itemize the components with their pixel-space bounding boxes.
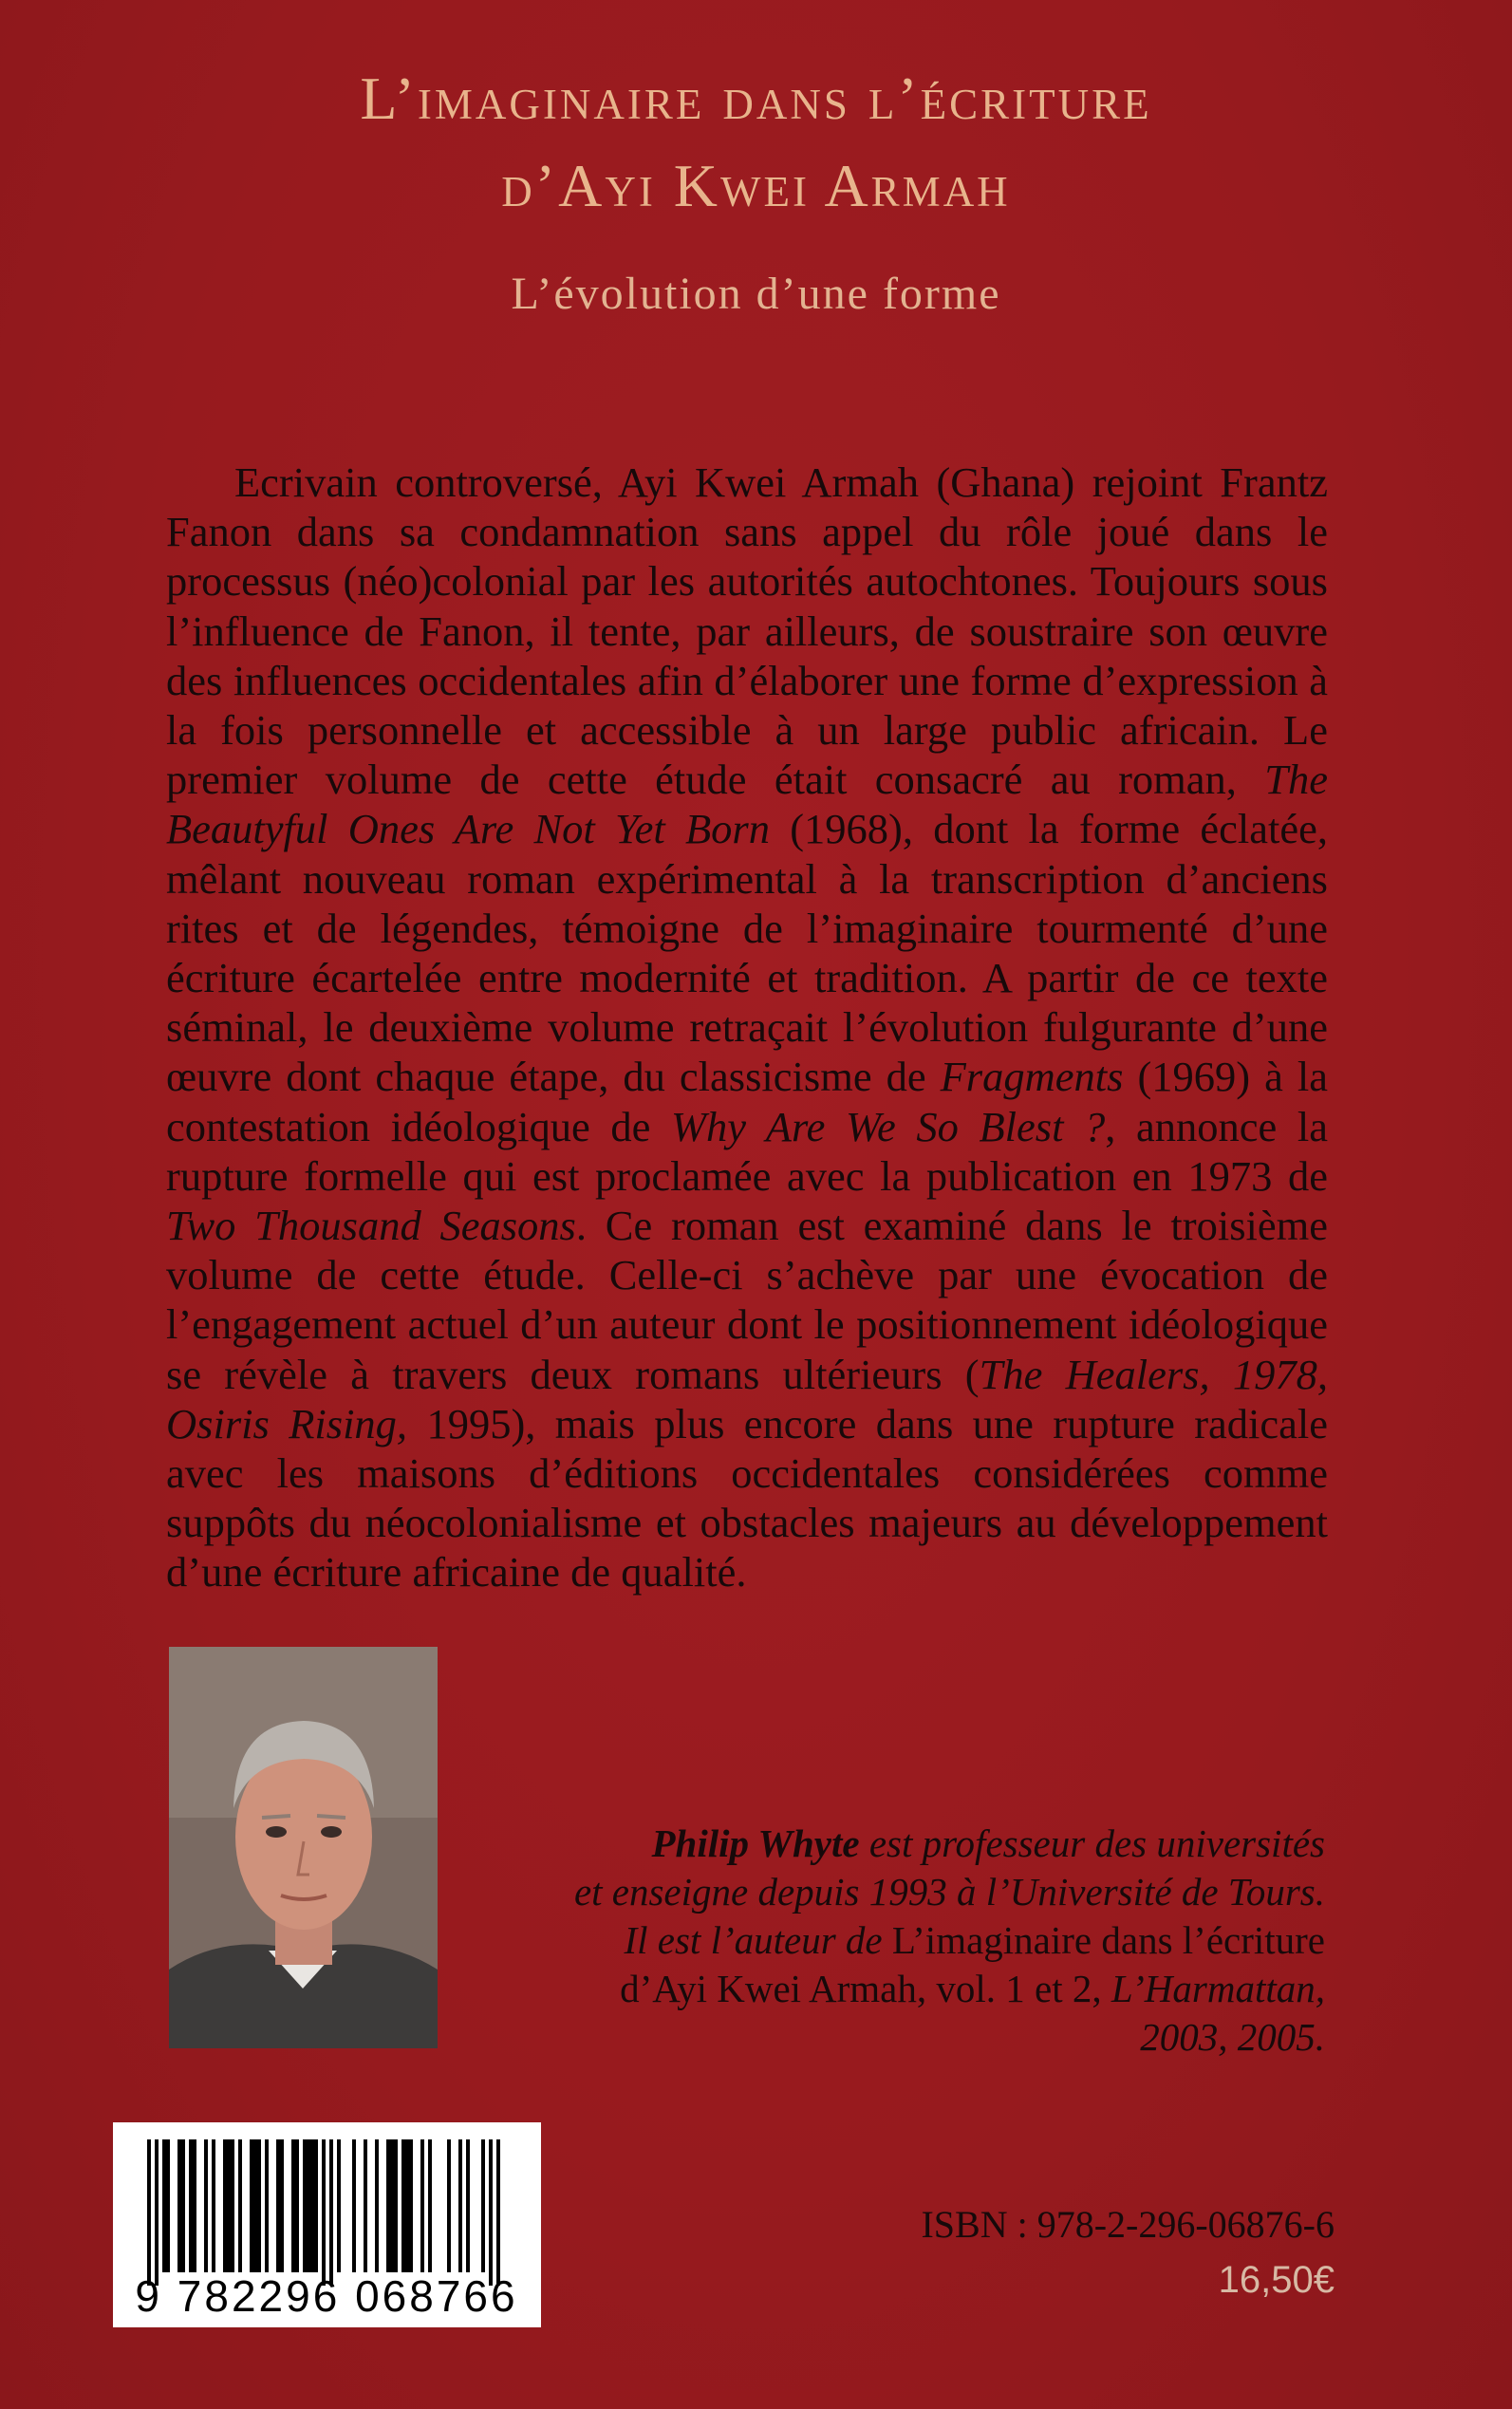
barcode-bar — [303, 2139, 307, 2272]
barcode-bar — [280, 2139, 284, 2272]
author-photo — [169, 1647, 438, 2048]
author-portrait-illustration — [169, 1647, 438, 2048]
barcode-bar — [238, 2139, 242, 2272]
barcode-bar — [466, 2139, 470, 2272]
barcode-bar — [489, 2139, 493, 2286]
barcode-bar — [193, 2139, 196, 2272]
barcode-bar — [257, 2139, 261, 2272]
barcode-bar — [481, 2139, 485, 2272]
work-title: Why Are We So Blest ? — [670, 1102, 1106, 1150]
publication-years: 2003, 2005. — [1140, 2015, 1325, 2059]
isbn: ISBN : 978-2-296-06876-6 — [921, 2203, 1335, 2246]
blurb-text: Ecrivain controversé, Ayi Kwei Armah (Ghana) rejoint Frantz Fanon dans sa condamnation sans appel du rôle joué dans le processus (néo)colonial par les autorités autochtones. Toujours sous l’influence de Fanon, il tente, par ailleurs, de soustraire son œuvre des influences occidentales afin d’élaborer une forme d’expression à la fois personnelle et accessible à un large public africain. Le premier volume de cette étude était consacré au roman, — [166, 458, 1328, 804]
barcode-bar — [401, 2139, 405, 2272]
barcode-bar — [212, 2139, 215, 2272]
publisher: L’Harmattan, — [1111, 1967, 1325, 2010]
book-reference: L’imaginaire dans l’écriture — [891, 1918, 1325, 1962]
barcode-bar — [386, 2139, 390, 2272]
barcode-bar — [162, 2139, 166, 2272]
barcode-digits: 9 782296 068766 — [135, 2271, 518, 2321]
price: 16,50€ — [1218, 2259, 1335, 2301]
barcode-bar — [276, 2139, 280, 2272]
work-title: The Healers, 1978, Osiris Rising, — [166, 1350, 1328, 1447]
book-subtitle: L’évolution d’une forme — [511, 269, 1001, 319]
work-title: Two Thousand Seasons — [166, 1202, 576, 1250]
bio-text: est professeur des universités — [859, 1821, 1325, 1865]
blurb-text: , annonce la rupture formelle qui est proclamée avec la publication en 1973 de — [166, 1102, 1328, 1200]
barcode-bar — [177, 2139, 181, 2272]
barcode-bar — [310, 2139, 314, 2272]
barcode-bar — [322, 2139, 326, 2286]
barcode-bar — [189, 2139, 193, 2272]
barcode-bar — [337, 2139, 341, 2272]
barcode-bar — [405, 2139, 409, 2272]
blurb-text: (1968), dont la forme éclatée, mêlant nouveau roman expérimental à la transcription d’anciens rites et de légendes, témoigne de l’imaginaire tourmenté d’une écriture écartelée entre modernité et tradition. A partir de ce texte séminal, le deuxième volume retraçait l’évolution fulgurante d’une œuvre dont chaque étape, du classicisme de — [166, 805, 1328, 1101]
book-reference: d’Ayi Kwei Armah, vol. 1 et 2, — [620, 1967, 1111, 2010]
barcode-bar — [364, 2139, 367, 2272]
title-line-1: L’imaginaire dans l’écriture — [360, 65, 1152, 132]
barcode-bar — [155, 2139, 159, 2286]
barcode-bar — [181, 2139, 185, 2272]
barcode-bar — [428, 2139, 432, 2272]
blurb-text: . Ce roman est examiné dans le troisième volume de cette étude. Celle-ci s’achève par une évocation de l’engagement actuel d’un auteur dont le positionnement idéologique se révèle à travers deux romans ultérieurs ( — [166, 1202, 1328, 1398]
author-bio — [444, 1820, 1325, 2062]
barcode-bar — [496, 2139, 500, 2286]
work-title: The Beautyful Ones Are Not Yet Born — [166, 756, 1328, 853]
author-name: Philip Whyte — [651, 1821, 860, 1865]
barcode-bar — [231, 2139, 234, 2272]
barcode-bar — [390, 2139, 394, 2272]
blurb-text: (1969) à la contestation idéologique de — [166, 1053, 1328, 1150]
barcode-bar — [409, 2139, 413, 2272]
barcode-bar — [227, 2139, 231, 2272]
barcode — [113, 2122, 541, 2327]
barcode-bar — [314, 2139, 318, 2272]
bio-text: et enseigne depuis 1993 à l’Université de Tours. — [573, 1870, 1325, 1914]
barcode-bar — [253, 2139, 257, 2272]
book-title — [0, 55, 1512, 230]
blurb-text: 1995), mais plus encore dans une rupture radicale avec les maisons d’éditions occidentales considérées comme suppôts du néocolonialisme et obstacles majeurs au développement d’une écriture africaine de qualité. — [166, 1399, 1328, 1597]
barcode-bar — [204, 2139, 208, 2272]
barcode-bar — [147, 2139, 151, 2286]
barcode-bar — [420, 2139, 424, 2272]
barcode-bar — [166, 2139, 170, 2272]
barcode-bar — [447, 2139, 451, 2272]
barcode-bar — [375, 2139, 379, 2272]
barcode-bar — [352, 2139, 356, 2272]
barcode-bar — [394, 2139, 398, 2272]
work-title: Fragments — [940, 1053, 1124, 1101]
barcode-bar — [265, 2139, 269, 2272]
barcode-bar — [291, 2139, 295, 2272]
barcode-bar — [329, 2139, 333, 2286]
barcode-bar — [295, 2139, 299, 2272]
barcode-bar — [307, 2139, 310, 2272]
blurb-paragraph — [166, 458, 1328, 1597]
bio-text: Il est l’auteur de — [624, 1918, 892, 1962]
barcode-bar — [458, 2139, 462, 2272]
barcode-bar — [223, 2139, 227, 2272]
barcode-bar — [250, 2139, 253, 2272]
title-line-2: d’Ayi Kwei Armah — [501, 152, 1011, 219]
